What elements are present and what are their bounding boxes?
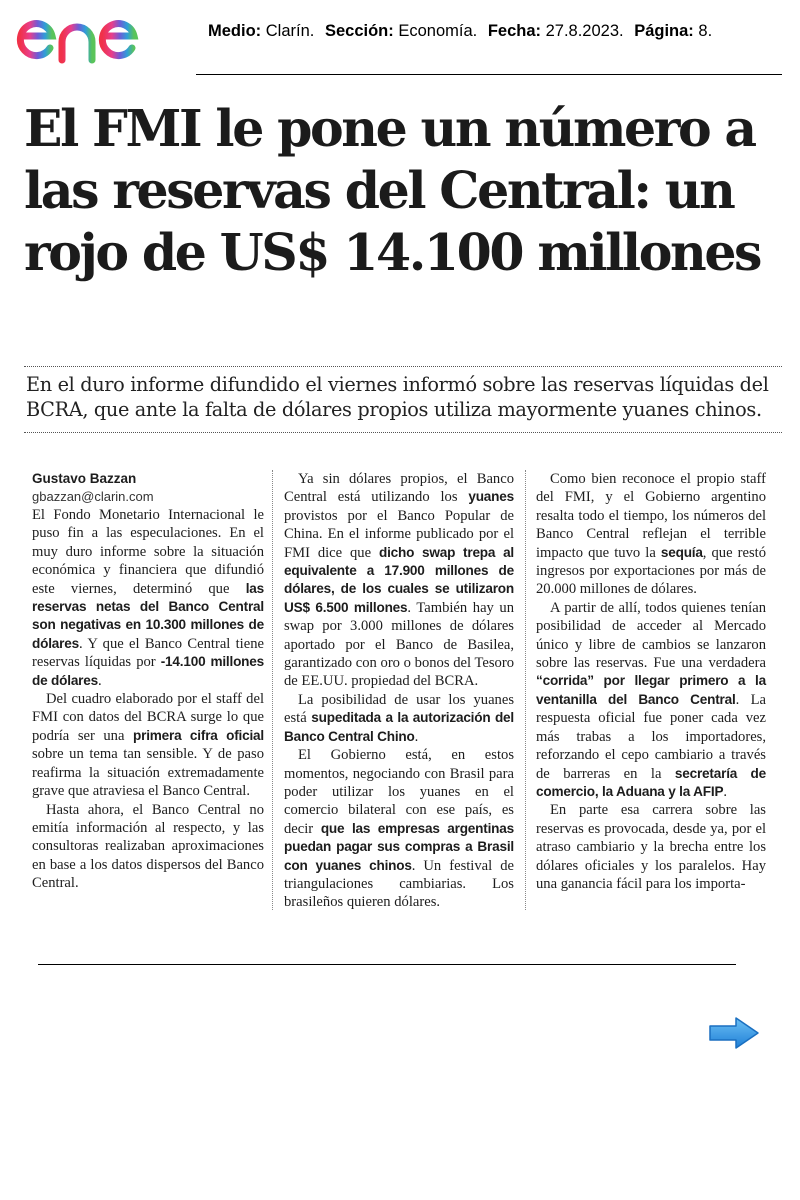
seccion-value: Economía. [398,22,478,40]
medio-label: Medio: [208,22,262,40]
body-paragraph: Como bien reconoce el propio staff del FMI, y el Gobierno argentino resalta todo el tiempo, los números del Banco Central reflejan el terrible impacto que tuvo la sequía, que restó ingresos por exportaciones por más de 20.000 millones de dólares. [536,471,766,598]
body-paragraph: Ya sin dólares propios, el Banco Central está utilizando los yuanes provistos por el Banco Popular de China. En el informe publicado por el FMI dice que dicho swap trepa al equivalente a 17.900 millones de dólares, de los cuales se utilizaron US$ 6.500 millones. También hay un swap por 3.000 millones de dólares aportado por el Banco de Basilea, garantizado con oro o bonos del Tesoro de EE.UU. propiedad del BCRA. [284,471,515,690]
article-column-1 [32,470,264,893]
medio-value: Clarín. [265,22,315,40]
deck-top-divider [24,366,782,367]
body-paragraph: El Fondo Monetario Internacional le puso fin a las especulaciones. En el muy duro informe sobre la situación económica y financiera que difundió este viernes, determinó que las reservas netas del Banco Central son negativas en 10.300 millones de dólares. Y que el Banco Central tiene reservas líquidas por -14.100 millones de dólares. [32,507,264,689]
author-email: gbazzan@clarin.com [32,489,154,504]
column-divider [525,470,526,910]
column-divider [272,470,273,910]
body-paragraph: A partir de allí, todos quienes tenían posibilidad de acceder al Mercado único y libre de cambios se lanzaron sobre las reservas. Fue una verdadera “corrida” por llegar primero a la ventanilla del Banco Central. La respuesta oficial fue poner cada vez más trabas a los importadores, reforzando el cepo cambiario a través de barreras en la secretaría de comercio, la Aduana y la AFIP. [536,599,766,800]
footer-divider [38,964,736,965]
author-name: Gustavo Bazzan [32,471,137,486]
fecha-value: 27.8.2023. [545,22,624,40]
fecha-label: Fecha: [487,22,541,40]
deck-bottom-divider [24,432,782,433]
body-paragraph: El Gobierno está, en estos momentos, negociando con Brasil para poder utilizar los yuanes en el comercio bilateral con ese país, es decir que las empresas argentinas puedan pagar sus compras a Brasil con yuanes chinos. Un festival de triangulaciones cambiarias. Los brasileños quieren dólares. [284,747,514,911]
pagina-label: Página: [634,22,694,40]
headline: El FMI le pone un número a las reservas del Central: un rojo de US$ 14.100 millones [24,99,761,282]
body-paragraph: En parte esa carrera sobre las reservas es provocada, desde ya, por el atraso cambiario y la brecha entre los dólares oficiales y los paralelos. Hay una ganancia fácil para los importa- [536,802,766,892]
body-paragraph: Hasta ahora, el Banco Central no emitía información al respecto, y las consultoras realizaban aproximaciones en base a los datos dispersos del Banco Central. [32,801,264,892]
article-column-2 [284,470,514,912]
pagina-value: 8. [698,22,713,40]
header-divider [196,74,782,75]
article-column-3 [536,470,766,893]
right-arrow-icon[interactable] [708,1016,760,1050]
body-paragraph: La posibilidad de usar los yuanes está supeditada a la autorización del Banco Central Chino. [284,691,514,745]
enel-logo [16,8,178,66]
seccion-label: Sección: [324,22,394,40]
body-paragraph: Del cuadro elaborado por el staff del FMI con datos del BCRA surge lo que podría ser una primera cifra oficial sobre un tema tan sensible. Y de paso reafirma la situación extremadamente grave que atraviesa el Banco Central. [32,691,264,800]
publication-meta [208,22,712,41]
deck-summary: En el duro informe difundido el viernes informó sobre las reservas líquidas del BCRA, que ante la falta de dólares propios utiliza mayormente yuanes chinos. [26,373,769,421]
